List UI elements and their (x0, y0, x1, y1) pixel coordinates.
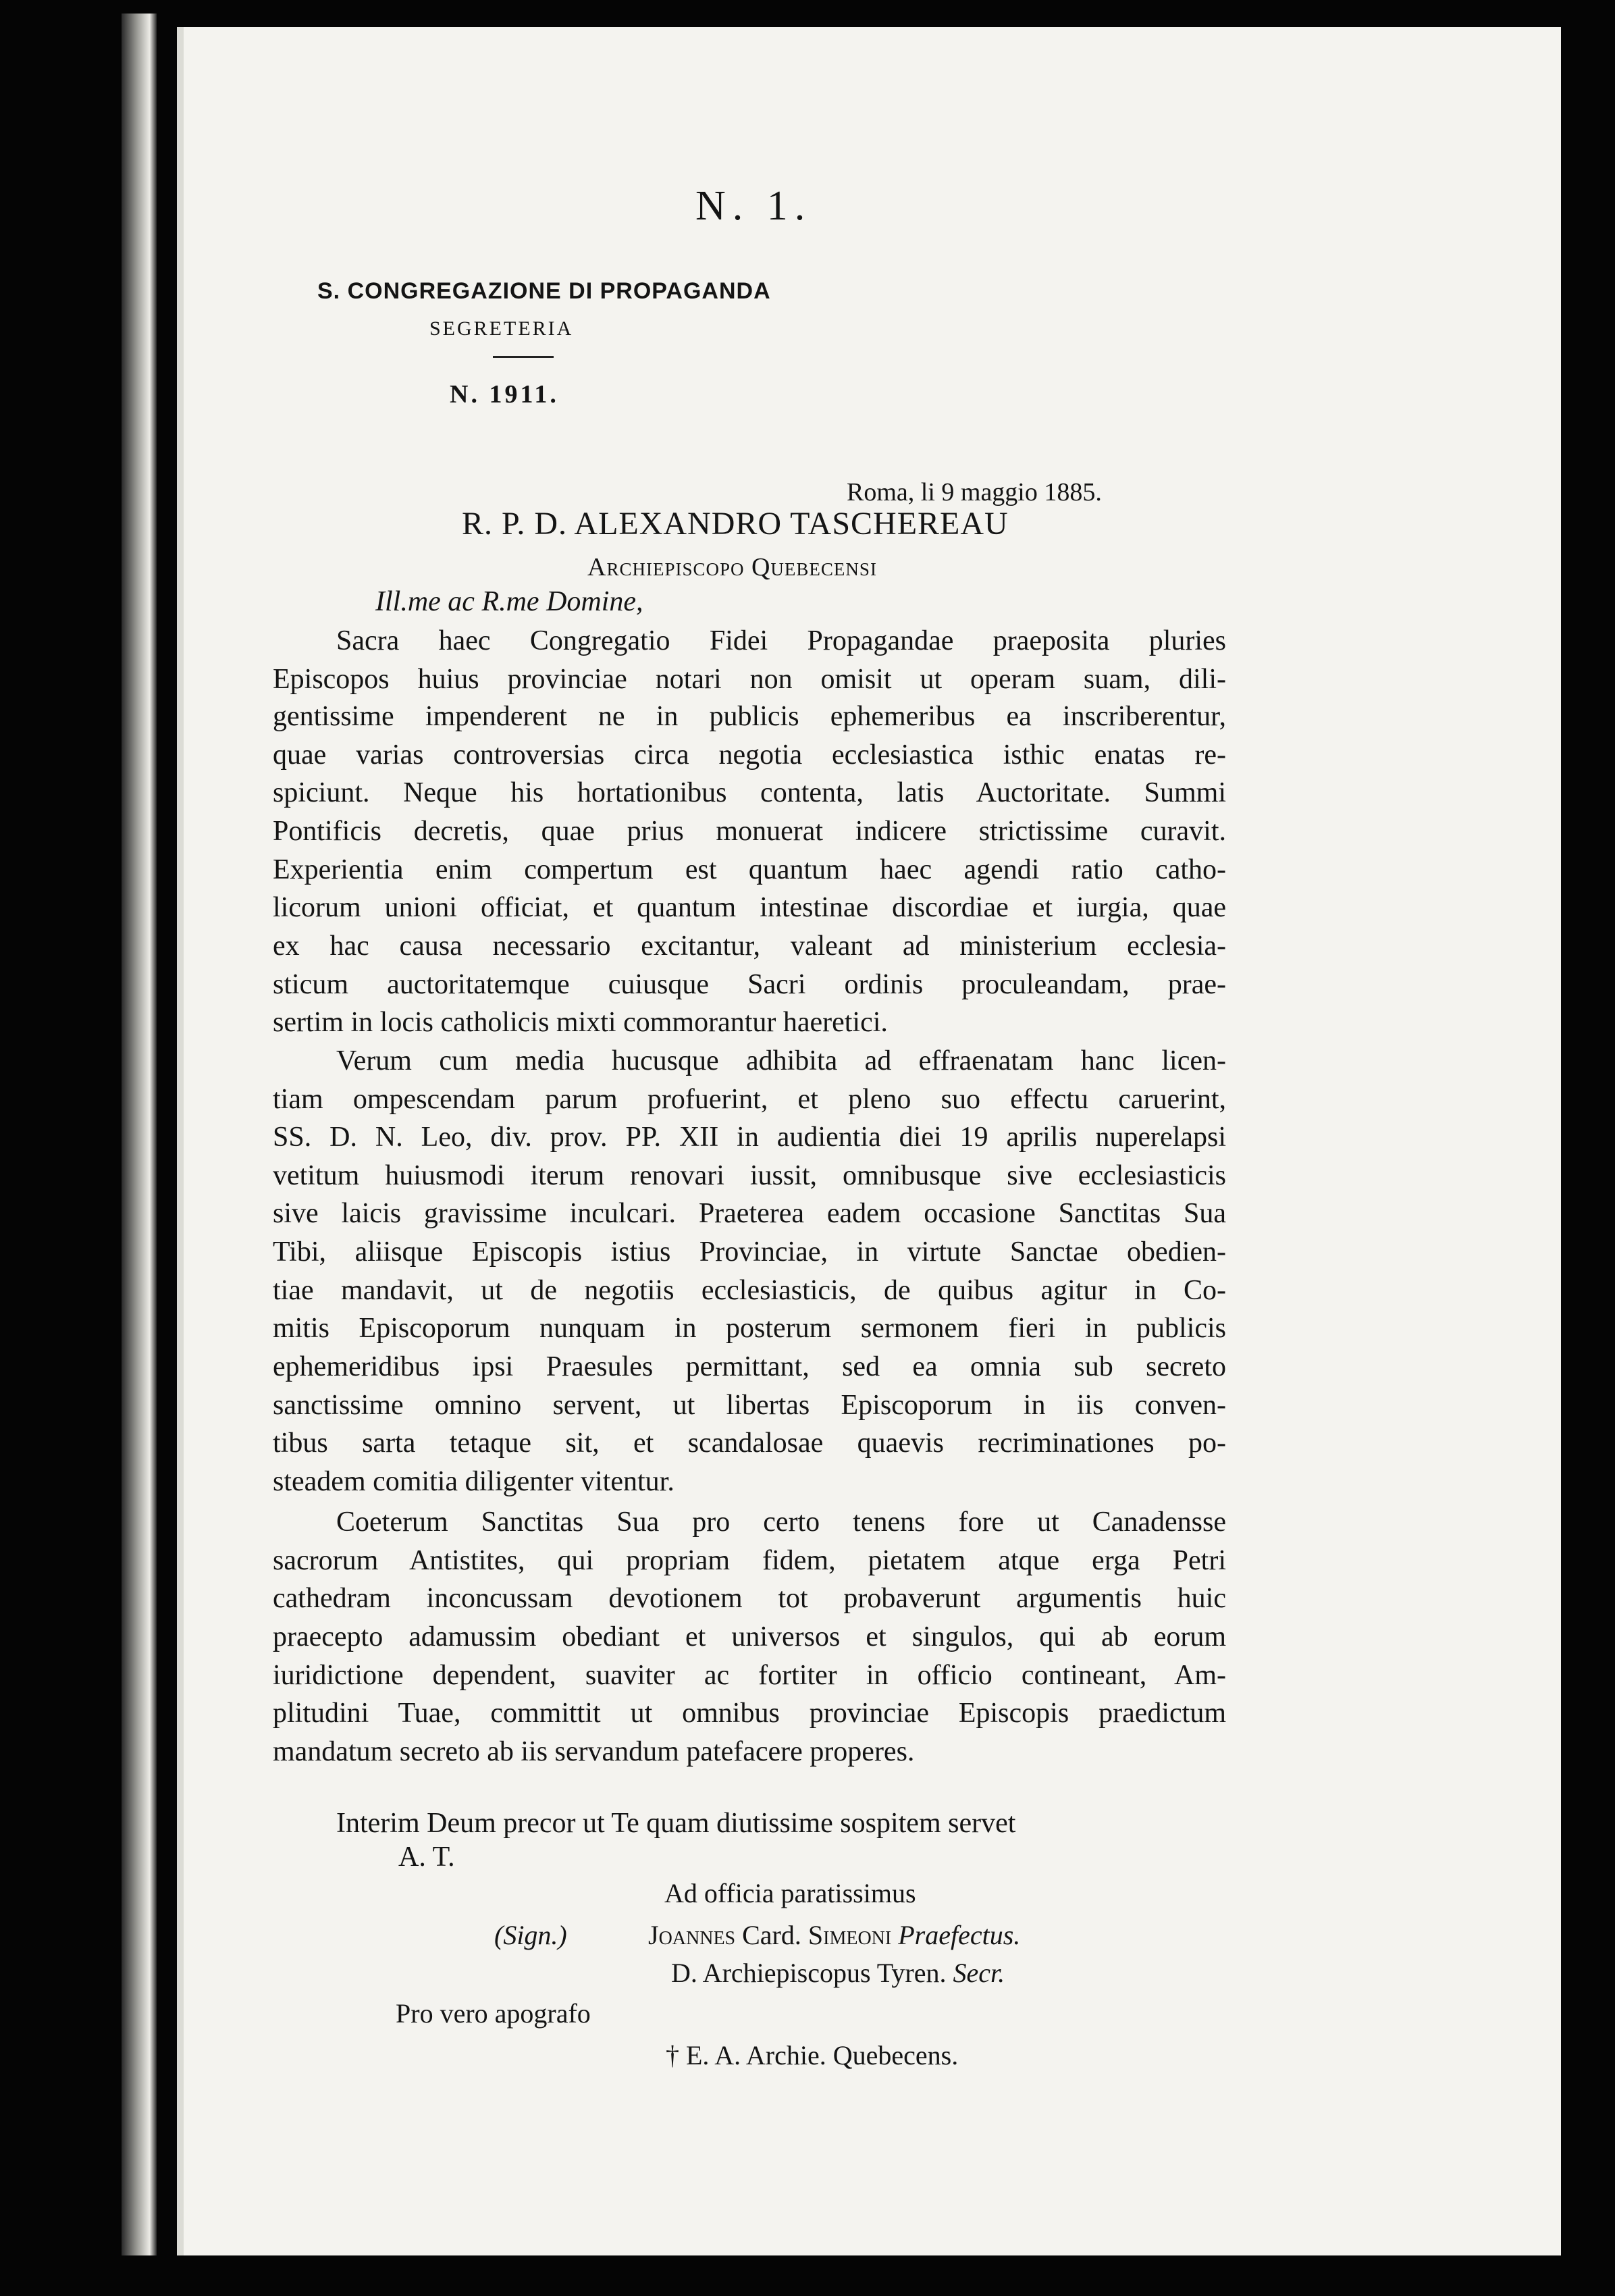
body-line: praecepto adamussim obediant et universos et singulos, qui ab eorum (273, 1621, 1226, 1652)
body-line: Coeterum Sanctitas Sua pro certo tenens fore ut Canadensse (336, 1507, 1226, 1538)
signer-first-name: Joannes (648, 1920, 736, 1950)
body-line: iuridictione dependent, suaviter ac fortiter in officio contineant, Am- (273, 1660, 1226, 1691)
body-line: spiciunt. Neque his hortationibus contenta, latis Auctoritate. Summi (273, 777, 1226, 808)
signer-last-name: Simeoni (808, 1920, 892, 1950)
addressee-title: Archiepiscopo Quebecensi (587, 553, 877, 581)
body-line: tibus sarta tetaque sit, et scandalosae quaevis recriminationes po- (273, 1428, 1226, 1459)
body-line: Verum cum media hucusque adhibita ad effraenatam hanc licen- (336, 1045, 1226, 1076)
body-line: gentissime impenderent ne in publicis ephemeribus ea inscriberentur, (273, 701, 1226, 732)
body-line: sticum auctoritatemque cuiusque Sacri ordinis proculeandam, prae- (273, 969, 1226, 1000)
body-line: mandatum secreto ab iis servandum patefacere properes. (273, 1736, 915, 1767)
secretary-role: Secr. (953, 1958, 1005, 1988)
book-spine-edge (122, 14, 157, 2255)
signer-line (648, 1919, 1020, 1951)
attester: † E. A. Archie. Quebecens. (666, 2040, 959, 2070)
body-line: sertim in locis catholicis mixti commorantur haeretici. (273, 1007, 888, 1038)
body-line: ex hac causa necessario excitantur, valeant ad ministerium ecclesia- (273, 931, 1226, 962)
body-line: mitis Episcoporum nunquam in posterum sermonem fieri in publicis (273, 1313, 1226, 1344)
body-line: ephemeridibus ipsi Praesules permittant, sed ea omnia sub secreto (273, 1351, 1226, 1382)
document-number: N. 1. (695, 183, 812, 229)
addressee: R. P. D. ALEXANDRO TASCHEREAU (462, 506, 1009, 542)
body-line: cathedram inconcussam devotionem tot probaverunt argumentis huic (273, 1583, 1226, 1614)
body-line: licorum unioni officiat, et quantum intestinae discordiae et iurgia, quae (273, 892, 1226, 923)
dateline: Roma, li 9 maggio 1885. (847, 478, 1102, 506)
salutation: Ill.me ac R.me Domine, (375, 586, 643, 617)
body-line: Episcopos huius provinciae notari non omisit ut operam suam, dili- (273, 664, 1226, 695)
body-line: Pontificis decretis, quae prius monuerat indicere strictissime curavit. (273, 816, 1226, 847)
body-line: SS. D. N. Leo, div. prov. PP. XII in audientia diei 19 aprilis nuperelapsi (273, 1122, 1226, 1153)
body-line: quae varias controversias circa negotia ecclesiastica isthic enatas re- (273, 739, 1226, 771)
body-line: vetitum huiusmodi iterum renovari iussit, omnibusque sive ecclesiasticis (273, 1160, 1226, 1191)
closing-line: Interim Deum precor ut Te quam diutissime sospitem servet (336, 1808, 1016, 1839)
sign-marker: (Sign.) (494, 1920, 567, 1950)
secretary-name: D. Archiepiscopus Tyren. (671, 1958, 947, 1988)
body-line: Experientia enim compertum est quantum haec agendi ratio catho- (273, 854, 1226, 885)
signer-role: Praefectus. (898, 1920, 1021, 1950)
office-heading: S. CONGREGAZIONE DI PROPAGANDA (317, 278, 771, 304)
heading-rule (493, 356, 554, 358)
body-line: steadem comitia diligenter vitentur. (273, 1466, 674, 1497)
sign-off: Ad officia paratissimus (664, 1878, 916, 1908)
body-line: plitudini Tuae, committit ut omnibus provinciae Episcopis praedictum (273, 1698, 1226, 1729)
office-subheading: SEGRETERIA (429, 317, 574, 340)
body-line: Tibi, aliisque Episcopis istius Provinciae, in virtute Sanctae obedien- (273, 1236, 1226, 1268)
body-line: Sacra haec Congregatio Fidei Propagandae praeposita pluries (336, 625, 1226, 656)
body-line: sive laicis gravissime inculcari. Praeterea eadem occasione Sanctitas Sua (273, 1198, 1226, 1229)
body-line: sacrorum Antistites, qui propriam fidem, pietatem atque erga Petri (273, 1545, 1226, 1576)
body-line: tiam ompescendam parum profuerint, et pleno suo effectu caruerint, (273, 1084, 1226, 1115)
body-line: sanctissime omnino servent, ut libertas Episcoporum in iis conven- (273, 1390, 1226, 1421)
closing-initials: A. T. (398, 1842, 455, 1873)
attestation: Pro vero apografo (396, 1998, 591, 2029)
body-line: tiae mandavit, ut de negotiis ecclesiasticis, de quibus agitur in Co- (273, 1275, 1226, 1306)
protocol-number: N. 1911. (450, 380, 559, 409)
secretary-line (671, 1957, 1005, 1989)
signer-title: Card. (742, 1920, 801, 1950)
